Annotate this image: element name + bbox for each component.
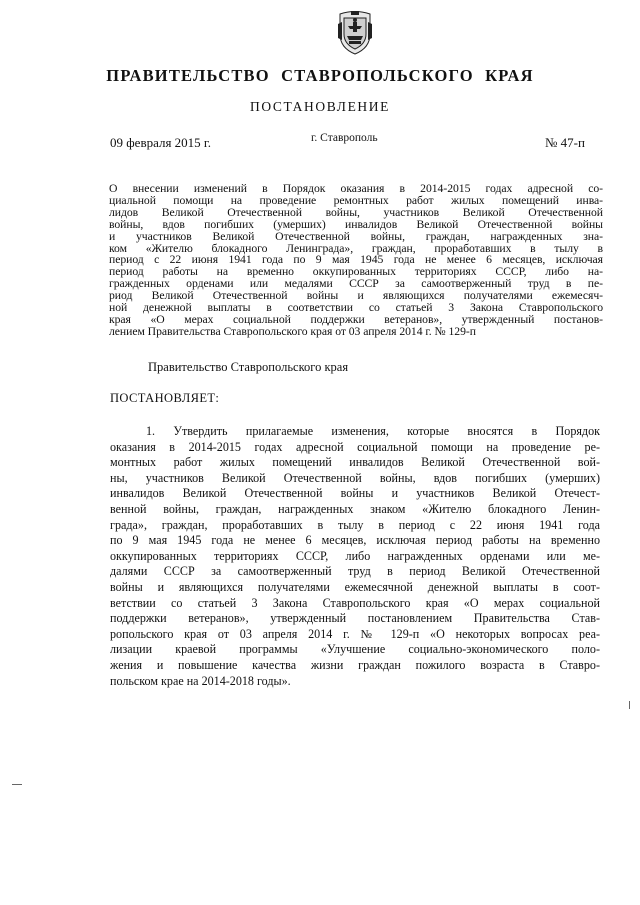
stavropol-coat-of-arms-icon <box>336 10 374 56</box>
paragraph-1 <box>110 424 600 689</box>
paragraph-line: монтных работ жилых помещений инвалидов Великой Отечественной вой- <box>110 455 600 470</box>
paragraph-line: войны и являющихся получателями ежемесячной денежной выплаты в соот- <box>110 579 600 594</box>
document-number: № 47-п <box>545 135 585 150</box>
subject-line: циальной помощи на проведение ремонтных работ жилых помещений инва- <box>109 193 603 207</box>
paragraph-line: инвалидов Великой Отечественной войны и участников Великой Отечест- <box>110 486 600 501</box>
paragraph-line: польском крае на 2014-2018 годы». <box>110 673 291 688</box>
subject-line: лением Правительства Ставропольского края от 03 апреля 2014 г. № 129-п <box>109 324 476 338</box>
subject-line: и участников Великой Отечественной войны, граждан, награжденных зна- <box>109 229 603 243</box>
subject-line: период работы на временно оккупированных территориях СССР, либо на- <box>109 265 603 279</box>
issuing-authority: Правительство Ставропольского края <box>148 360 349 374</box>
subject-line: ной денежной выплаты в соответствии со статьей 3 Закона Ставропольского <box>109 301 603 315</box>
paragraph-line: по 9 мая 1945 года не менее 6 месяцев, исключая период работы на временно <box>110 533 600 548</box>
subject-line: лидов Великой Отечественной войны, участников Великой Отечественной <box>109 205 603 219</box>
document-city: г. Ставрополь <box>311 132 378 144</box>
document-subject <box>109 183 603 338</box>
document-date: 09 февраля 2015 г. <box>110 135 212 150</box>
paragraph-line: оккупированных территориях СССР, либо награжденных орденами или ме- <box>110 548 600 563</box>
paragraph-line: 1. Утвердить прилагаемые изменения, которые вносятся в Порядок <box>146 424 600 438</box>
paragraph-line: ропольского края от 03 апреля 2014 г. № 129-п «О некоторых вопросах реа- <box>110 626 600 641</box>
subject-line: ком «Жителю блокадного Ленинграда», граждан, проработавших в тылу в <box>109 241 603 255</box>
paragraph-line: далями СССР за самоотверженный труд в период Великой Отечественной <box>110 564 600 579</box>
document-type: ПОСТАНОВЛЕНИЕ <box>250 99 390 114</box>
paragraph-line: ны, участников Великой Отечественной войны, вдов погибших (умерших) <box>110 470 600 485</box>
paragraph-line: ветствии со статьей 3 Закона Ставропольского края «О мерах социальной <box>110 595 600 610</box>
scan-mark <box>629 701 630 709</box>
paragraph-line: лизации краевой программы «Улучшение социально-экономического поло- <box>110 642 600 657</box>
paragraph-line: жения и повышение качества жизни граждан пожилого возраста в Ставро- <box>110 657 600 672</box>
subject-line: период с 22 июня 1941 года по 9 мая 1945 года не менее 6 месяцев, исключая <box>109 253 603 267</box>
subject-line: войны, вдов погибших (умерших) инвалидов Великой Отечественной войны <box>109 217 603 231</box>
subject-line: О внесении изменений в Порядок оказания в 2014-2015 годах адресной со- <box>109 182 603 195</box>
paragraph-line: оказания в 2014-2015 годах адресной социальной помощи на проведение ре- <box>110 439 600 454</box>
paragraph-line: поддержки ветеранов», утвержденный постановлением Правительства Став- <box>110 611 600 626</box>
paragraph-line: венной войны, граждан, награжденных знаком «Жителю блокадного Ленин- <box>110 501 600 516</box>
paragraph-line: града», граждан, проработавших в тылу в период с 22 июня 1941 года <box>110 517 600 532</box>
subject-line: края «О мерах социальной поддержки ветеранов», утвержденный постанов- <box>109 312 603 326</box>
subject-line: риод Великой Отечественной войны и являющихся получателями ежемесяч- <box>109 289 603 303</box>
scan-mark <box>12 784 22 785</box>
government-title: ПРАВИТЕЛЬСТВО СТАВРОПОЛЬСКОГО КРАЯ <box>106 66 534 85</box>
decree-word: ПОСТАНОВЛЯЕТ: <box>110 391 220 405</box>
subject-line: гражденных орденами или медалями СССР за самоотверженный труд в пе- <box>109 277 603 291</box>
